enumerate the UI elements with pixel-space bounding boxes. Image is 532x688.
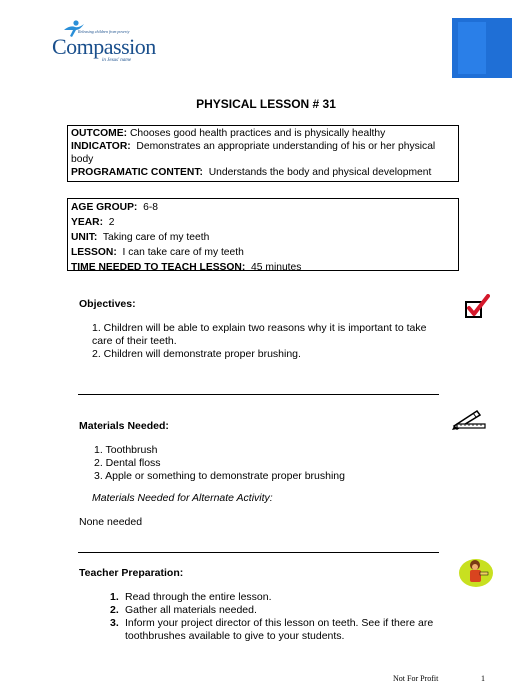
age-label: AGE GROUP: — [71, 202, 138, 213]
time-row — [71, 261, 455, 274]
outcome-box — [67, 125, 459, 182]
list-item-number: 3. — [110, 617, 119, 629]
list-item-text: Read through the entire lesson. — [125, 591, 272, 603]
unit-row — [71, 231, 455, 244]
time-label: TIME NEEDED TO TEACH LESSON: — [71, 262, 246, 273]
list-item: 3. Apple or something to demonstrate proper brushing — [94, 470, 345, 482]
checkbox-check-icon — [464, 294, 490, 323]
age-row — [71, 201, 455, 214]
indicator-label: INDICATOR: — [71, 141, 131, 152]
unit-label: UNIT: — [71, 232, 98, 243]
preparation-list — [110, 591, 440, 643]
age-value: 6-8 — [143, 202, 158, 213]
materials-heading: Materials Needed: — [79, 420, 169, 432]
section-divider — [78, 394, 439, 395]
compassion-logo — [52, 20, 164, 70]
indicator-row — [71, 140, 455, 166]
year-label: YEAR: — [71, 217, 104, 228]
objectives-list — [92, 322, 442, 361]
list-item: 1. Children will be able to explain two reasons why it is important to take care of their teeth. — [92, 322, 427, 347]
alternate-materials-value: None needed — [79, 516, 143, 528]
blue-decorative-block — [452, 18, 512, 78]
lesson-info-box — [67, 198, 459, 271]
list-item-text: Inform your project director of this lesson on teeth. See if there are toothbrushes available to give to your students. — [125, 617, 434, 642]
teacher-icon — [458, 556, 494, 591]
pencil-ruler-icon — [451, 408, 487, 433]
list-item: 2. Children will demonstrate proper brushing. — [92, 348, 301, 360]
lesson-row — [71, 246, 455, 259]
unit-value: Taking care of my teeth — [102, 232, 210, 243]
preparation-heading: Teacher Preparation: — [79, 567, 184, 579]
list-item-text: Gather all materials needed. — [125, 604, 257, 616]
list-item — [110, 617, 440, 643]
page-title: PHYSICAL LESSON # 31 — [196, 97, 336, 111]
indicator-value: Demonstrates an appropriate understanding of his or her physical body — [71, 141, 436, 165]
outcome-value: Chooses good health practices and is physically healthy — [129, 128, 386, 139]
section-divider — [78, 552, 439, 553]
list-item: 1. Toothbrush — [94, 444, 158, 456]
content-row — [71, 166, 455, 179]
logo-wordmark: Compassion — [52, 34, 156, 59]
list-item — [110, 604, 440, 617]
logo-subtitle: in Jesus' name — [102, 58, 132, 63]
content-value: Understands the body and physical development — [208, 167, 432, 178]
content-label: PROGRAMATIC CONTENT: — [71, 167, 203, 178]
page-number: 1 — [481, 674, 485, 683]
year-value: 2 — [108, 217, 115, 228]
alternate-materials-heading: Materials Needed for Alternate Activity: — [92, 492, 273, 504]
logo-tagline: Releasing children from poverty — [78, 29, 130, 34]
year-row — [71, 216, 455, 229]
list-item-number: 2. — [110, 604, 119, 616]
list-item-number: 1. — [110, 591, 119, 603]
footer-text: Not For Profit — [393, 674, 439, 683]
outcome-row — [71, 127, 455, 140]
outcome-label: OUTCOME: — [71, 128, 128, 139]
list-item — [110, 591, 440, 604]
lesson-value: I can take care of my teeth — [122, 247, 244, 258]
lesson-label: LESSON: — [71, 247, 117, 258]
objectives-heading: Objectives: — [79, 298, 136, 310]
time-value: 45 minutes — [251, 262, 302, 273]
list-item: 2. Dental floss — [94, 457, 161, 469]
materials-list — [94, 444, 434, 483]
